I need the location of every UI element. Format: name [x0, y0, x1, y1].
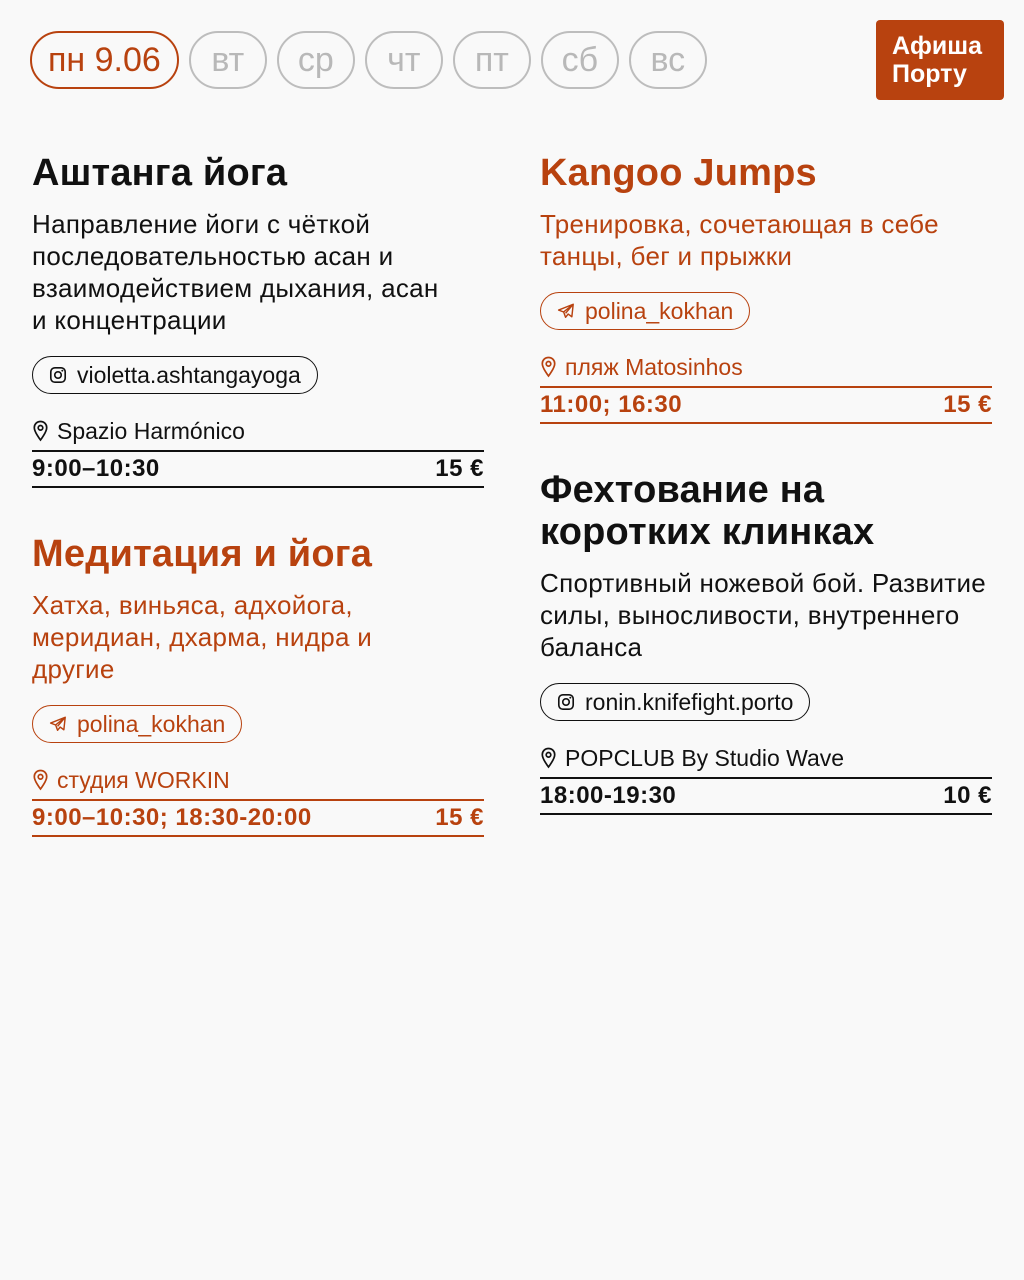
- event-description: Спортивный ножевой бой. Развитие силы, выносливости, внутреннего баланса: [540, 568, 987, 662]
- location-pin-icon: [540, 747, 557, 769]
- event-price: 15 €: [435, 804, 484, 831]
- location-pin-icon: [540, 356, 557, 378]
- day-selector: [30, 31, 707, 89]
- telegram-icon: [557, 302, 575, 320]
- event-price: 10 €: [943, 782, 992, 809]
- event-title: Аштанга йога: [32, 152, 288, 194]
- venue-label: студия WORKIN: [57, 766, 230, 793]
- event-title: Медитация и йога: [32, 533, 373, 575]
- day-tab-mon[interactable]: пн 9.06: [30, 31, 179, 89]
- event-card-fencing: [540, 469, 992, 815]
- brand-line-1: Афиша: [892, 32, 983, 60]
- contact-link[interactable]: [540, 292, 750, 330]
- instagram-icon: [49, 366, 67, 384]
- event-time: 9:00–10:30; 18:30-20:00: [32, 804, 312, 831]
- event-card-kangoo: [540, 152, 992, 424]
- event-schedule-row: [32, 450, 484, 488]
- event-venue: [540, 743, 992, 773]
- contact-label: ronin.knifefight.porto: [585, 689, 794, 715]
- event-description: Хатха, виньяса, адхойога, меридиан, дхарма, нидра и другие: [32, 590, 373, 684]
- event-schedule-row: [32, 799, 484, 837]
- event-time: 11:00; 16:30: [540, 391, 683, 418]
- event-time: 9:00–10:30: [32, 455, 160, 482]
- day-tab-tue[interactable]: вт: [189, 31, 267, 89]
- brand-logo: [876, 20, 1004, 100]
- event-title: Фехтование на коротких клинках: [540, 469, 875, 553]
- contact-link[interactable]: [32, 356, 318, 394]
- day-tab-sun[interactable]: вс: [629, 31, 707, 89]
- day-tab-fri[interactable]: пт: [453, 31, 531, 89]
- contact-link[interactable]: [540, 683, 810, 721]
- telegram-icon: [49, 715, 67, 733]
- day-tab-wed[interactable]: ср: [277, 31, 355, 89]
- event-price: 15 €: [943, 391, 992, 418]
- event-schedule-row: [540, 777, 992, 815]
- event-description: Тренировка, сочетающая в себе танцы, бег и прыжки: [540, 209, 939, 271]
- event-card-meditation: [32, 533, 484, 837]
- event-venue: [540, 352, 992, 382]
- venue-label: Spazio Harmónico: [57, 417, 245, 444]
- instagram-icon: [557, 693, 575, 711]
- event-card-ashtanga: [32, 152, 484, 488]
- event-price: 15 €: [435, 455, 484, 482]
- event-time: 18:00-19:30: [540, 782, 677, 809]
- contact-label: polina_kokhan: [77, 711, 226, 737]
- day-tab-sat[interactable]: сб: [541, 31, 619, 89]
- brand-line-2: Порту: [892, 60, 967, 88]
- event-venue: [32, 416, 484, 446]
- event-title: Kangoo Jumps: [540, 152, 817, 194]
- venue-label: POPCLUB By Studio Wave: [565, 744, 845, 771]
- location-pin-icon: [32, 769, 49, 791]
- event-venue: [32, 765, 484, 795]
- event-schedule-row: [540, 386, 992, 424]
- contact-label: violetta.ashtangayoga: [77, 362, 301, 388]
- contact-label: polina_kokhan: [585, 298, 734, 324]
- day-tab-thu[interactable]: чт: [365, 31, 443, 89]
- event-description: Направление йоги с чёткой последовательностью асан и взаимодействием дыхания, асан и концентрации: [32, 209, 439, 335]
- contact-link[interactable]: [32, 705, 242, 743]
- venue-label: пляж Matosinhos: [565, 353, 743, 380]
- location-pin-icon: [32, 420, 49, 442]
